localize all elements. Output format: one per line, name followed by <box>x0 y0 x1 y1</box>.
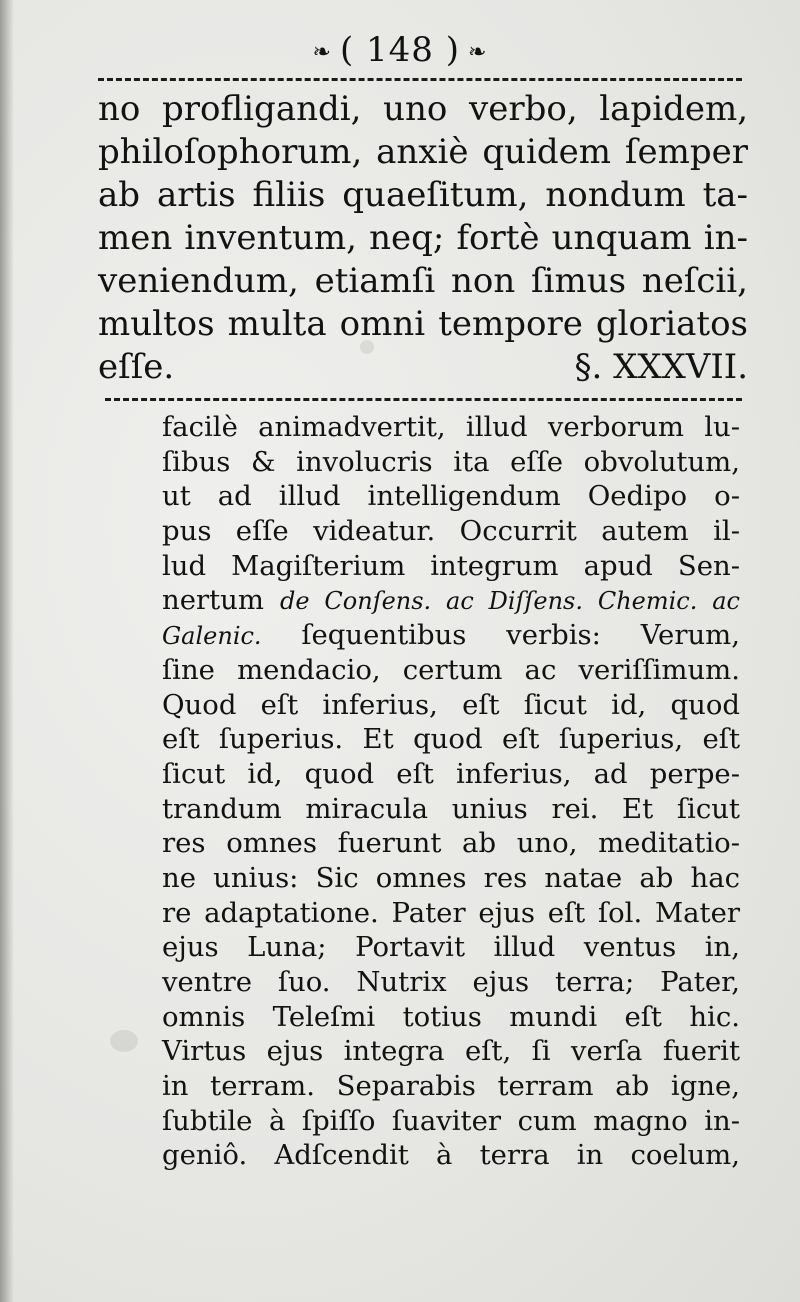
text-line <box>162 583 740 618</box>
text-line: res omnes fuerunt ab uno, meditatio- <box>162 827 740 860</box>
section-mark: §. XXXVII. <box>574 347 748 387</box>
text-line: ejus Luna; Portavit illud ventus in, <box>162 931 740 964</box>
text-line: geniô. Adſcendit à terra in coelum, <box>162 1139 740 1172</box>
ornament-right-icon: ❧ <box>468 39 488 65</box>
text-line: philoſophorum, anxiè quidem ſemper <box>98 132 748 172</box>
text-line: ſubtile à ſpiſſo ſuaviter cum magno in- <box>162 1104 740 1137</box>
text-line: ſibus & involucris ita eſſe obvolutum, <box>162 445 740 478</box>
text-line <box>162 618 740 653</box>
text-line: trandum miracula unius rei. Et ſicut <box>162 792 740 825</box>
text-line: lud Magiſterium integrum apud Sen- <box>162 549 740 582</box>
text-line: men inventum, neq; fortè unquam in- <box>98 218 748 258</box>
text-line: multos multa omni tempore gloriatos <box>98 304 748 344</box>
text-line: ut ad illud intelligendum Oedipo o- <box>162 480 740 513</box>
text-line: pus eſſe videatur. Occurrit autem il- <box>162 515 740 548</box>
text-line: no profligandi, uno verbo, lapidem, <box>98 89 748 129</box>
section-rule <box>105 398 742 401</box>
header-rule <box>98 78 742 81</box>
text-line: ſicut id, quod eſt inferius, ad perpe- <box>162 757 740 790</box>
italic-citation: Galenic. <box>162 622 262 651</box>
text-run: nertum <box>162 584 264 617</box>
text-line: in terram. Separabis terram ab igne, <box>162 1070 740 1103</box>
text-line: Virtus ejus integra eſt, ſi verſa fuerit <box>162 1035 740 1068</box>
text-line: ne unius: Sic omnes res natae ab hac <box>162 861 740 894</box>
page-gutter-shadow <box>0 0 14 1302</box>
text-line: ventre ſuo. Nutrix ejus terra; Pater, <box>162 966 740 998</box>
paragraph-end-word: eſſe. <box>98 347 175 387</box>
text-line: re adaptatione. Pater ejus eſt ſol. Mater <box>162 896 740 929</box>
text-line: ſine mendacio, certum ac veriſſimum. <box>162 653 740 686</box>
text-line: eſt ſuperius. Et quod eſt ſuperius, eſt <box>162 723 740 756</box>
ornament-left-icon: ❧ <box>312 39 332 65</box>
text-run: ſequentibus verbis: Verum, <box>301 619 740 652</box>
lower-paragraph <box>162 410 740 1173</box>
text-line: facilè animadvertit, illud verborum lu- <box>162 411 740 443</box>
text-line: ab artis filiis quaeſitum, nondum ta- <box>98 175 748 215</box>
italic-citation: de Conſens. ac Diſſens. Chemic. ac <box>279 587 740 616</box>
upper-paragraph <box>98 88 748 389</box>
text-line: veniendum, etiamſi non ſimus neſcii, <box>98 261 748 301</box>
page-number: ( 148 ) <box>339 30 461 70</box>
text-line: Quod eſt inferius, eſt ſicut id, quod <box>162 688 740 721</box>
text-line-last <box>98 346 748 389</box>
page-header <box>0 30 800 70</box>
text-line: omnis Teleſmi totius mundi eſt hic. <box>162 1000 740 1033</box>
paper-stain <box>110 1030 138 1052</box>
